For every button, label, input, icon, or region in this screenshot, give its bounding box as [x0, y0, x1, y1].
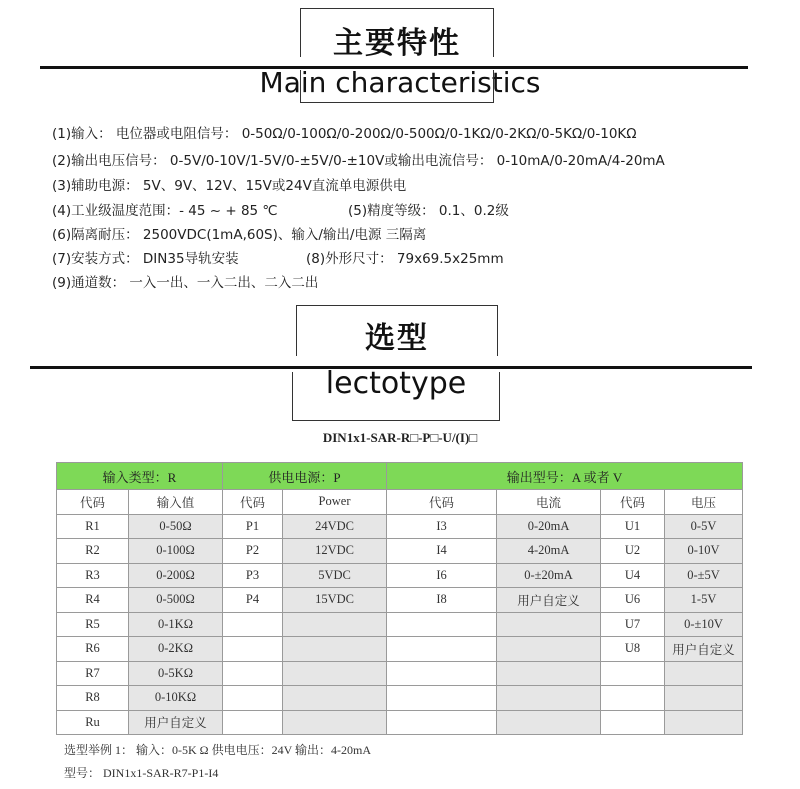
table-cell: 用户自定义 — [665, 637, 743, 662]
table-cell: R3 — [57, 563, 129, 588]
feature-accuracy: (5)精度等级： 0.1、0.2级 — [348, 203, 509, 219]
table-cell: U8 — [601, 637, 665, 662]
table-group-header-row — [57, 463, 743, 490]
group-header-power: 供电电源：P — [223, 463, 387, 490]
table-cell: 0-±20mA — [497, 563, 601, 588]
sub-header: 输入值 — [129, 490, 223, 515]
table-cell: U6 — [601, 588, 665, 613]
sub-header: 电压 — [665, 490, 743, 515]
table-cell: R1 — [57, 514, 129, 539]
table-cell: I8 — [387, 588, 497, 613]
table-row — [57, 514, 743, 539]
table-cell — [497, 710, 601, 735]
table-sub-header-row — [57, 490, 743, 515]
table-cell: R2 — [57, 539, 129, 564]
table-cell — [387, 686, 497, 711]
table-cell — [601, 686, 665, 711]
group-header-output: 输出型号：A 或者 V — [387, 463, 743, 490]
table-cell — [497, 637, 601, 662]
table-cell — [387, 612, 497, 637]
table-cell: 用户自定义 — [129, 710, 223, 735]
table-cell: I3 — [387, 514, 497, 539]
table-cell: 0-5V — [665, 514, 743, 539]
table-cell — [283, 661, 387, 686]
table-cell: 0-50Ω — [129, 514, 223, 539]
table-cell: U7 — [601, 612, 665, 637]
table-cell: 用户自定义 — [497, 588, 601, 613]
table-row — [57, 637, 743, 662]
table-row — [57, 612, 743, 637]
sub-header: 代码 — [223, 490, 283, 515]
table-cell: U1 — [601, 514, 665, 539]
model-code: DIN1x1-SAR-R□-P□-U/(I)□ — [322, 430, 478, 445]
table-cell: P2 — [223, 539, 283, 564]
table-cell: P4 — [223, 588, 283, 613]
section-title-cn: 主要特性 — [333, 26, 461, 61]
group-header-input: 输入类型：R — [57, 463, 223, 490]
table-cell — [665, 686, 743, 711]
table-row — [57, 563, 743, 588]
table-row — [57, 539, 743, 564]
feature-temperature: (4)工业级温度范围：- 45 ~ + 85 ℃ — [52, 203, 278, 219]
table-row — [57, 710, 743, 735]
selection-table — [56, 462, 743, 735]
example-line: 选型举例 1： 输入：0-5K Ω 供电电压：24V 输出：4-20mA — [64, 743, 372, 757]
table-cell — [223, 686, 283, 711]
feature-power: (3)辅助电源： 5V、9V、12V、15V或24V直流单电源供电 — [52, 178, 407, 194]
sub-header: 代码 — [57, 490, 129, 515]
lectotype-bracket-bottom — [292, 372, 500, 421]
table-cell — [283, 710, 387, 735]
table-row — [57, 661, 743, 686]
feature-mounting: (7)安装方式： DIN35导轨安装 — [52, 251, 239, 267]
table-cell — [387, 661, 497, 686]
table-cell: 4-20mA — [497, 539, 601, 564]
table-cell: R4 — [57, 588, 129, 613]
table-cell: 0-5KΩ — [129, 661, 223, 686]
sub-header: 代码 — [387, 490, 497, 515]
feature-output: (2)输出电压信号： 0-5V/0-10V/1-5V/0-±5V/0-±10V或输出电流信号： 0-10mA/0-20mA/4-20mA — [52, 153, 665, 169]
table-cell: 0-10V — [665, 539, 743, 564]
table-cell — [497, 686, 601, 711]
table-cell — [223, 710, 283, 735]
table-cell: 5VDC — [283, 563, 387, 588]
title-bracket-bottom — [300, 70, 494, 103]
table-cell: P3 — [223, 563, 283, 588]
table-cell — [497, 612, 601, 637]
table-cell: I6 — [387, 563, 497, 588]
table-cell: Ru — [57, 710, 129, 735]
table-cell — [223, 637, 283, 662]
table-cell: 15VDC — [283, 588, 387, 613]
sub-header: Power — [283, 490, 387, 515]
table-cell: 0-100Ω — [129, 539, 223, 564]
table-cell: 0-±10V — [665, 612, 743, 637]
table-cell: 0-500Ω — [129, 588, 223, 613]
table-cell — [283, 686, 387, 711]
table-cell: 1-5V — [665, 588, 743, 613]
table-cell: U2 — [601, 539, 665, 564]
section-title-en: Main characteristics — [259, 66, 541, 99]
feature-isolation: (6)隔离耐压： 2500VDC(1mA,60S)、输入/输出/电源 三隔离 — [52, 227, 427, 243]
table-cell: I4 — [387, 539, 497, 564]
table-row — [57, 588, 743, 613]
table-cell: R7 — [57, 661, 129, 686]
table-cell: P1 — [223, 514, 283, 539]
table-cell — [387, 710, 497, 735]
feature-input: (1)输入： 电位器或电阻信号： 0-50Ω/0-100Ω/0-200Ω/0-500Ω/0-1KΩ/0-2KΩ/0-5KΩ/0-10KΩ — [52, 126, 637, 142]
lectotype-title-en: lectotype — [325, 366, 467, 401]
feature-dimensions: (8)外形尺寸： 79x69.5x25mm — [306, 251, 504, 267]
table-cell — [283, 612, 387, 637]
table-row — [57, 686, 743, 711]
sub-header: 代码 — [601, 490, 665, 515]
table-cell — [601, 710, 665, 735]
table-cell: 0-2KΩ — [129, 637, 223, 662]
table-body — [57, 514, 743, 735]
table-cell: 0-±5V — [665, 563, 743, 588]
table-cell — [283, 637, 387, 662]
table-cell — [223, 661, 283, 686]
table-cell — [497, 661, 601, 686]
table-cell — [601, 661, 665, 686]
table-cell — [665, 710, 743, 735]
table-cell: 0-10KΩ — [129, 686, 223, 711]
table-cell — [223, 612, 283, 637]
table-cell: 12VDC — [283, 539, 387, 564]
table-cell: 0-1KΩ — [129, 612, 223, 637]
lectotype-title-cn: 选型 — [365, 321, 429, 356]
table-cell: R6 — [57, 637, 129, 662]
table-cell: R8 — [57, 686, 129, 711]
example-model: 型号： DIN1x1-SAR-R7-P1-I4 — [64, 766, 219, 780]
sub-header: 电流 — [497, 490, 601, 515]
table-cell — [387, 637, 497, 662]
table-cell: 0-20mA — [497, 514, 601, 539]
table-cell: U4 — [601, 563, 665, 588]
table-cell: 24VDC — [283, 514, 387, 539]
feature-channels: (9)通道数： 一入一出、一入二出、二入二出 — [52, 275, 319, 291]
table-cell — [665, 661, 743, 686]
table-cell: 0-200Ω — [129, 563, 223, 588]
table-cell: R5 — [57, 612, 129, 637]
